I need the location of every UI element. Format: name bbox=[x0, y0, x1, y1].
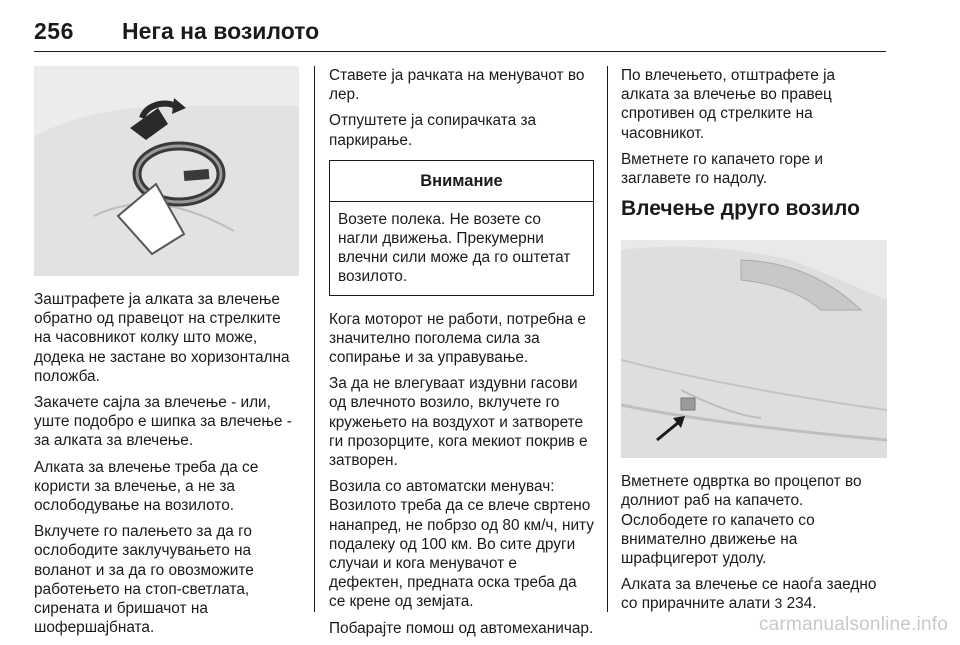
page-header bbox=[34, 10, 886, 52]
reference-arrow-icon: 3 bbox=[774, 595, 783, 612]
paragraph: Ставете ја рачката на менувачот во лер. bbox=[329, 67, 585, 104]
paragraph: За да не влегуваат издувни гасови од влечното возило, вклучете го кружењето на воздухот и затворете ги прозорците, кога мекиот покрив е затворен. bbox=[329, 375, 588, 470]
chapter-title: Нега на возилото bbox=[122, 18, 320, 44]
column-1 bbox=[34, 66, 299, 644]
paragraph: Алката за влечење треба да се користи за влечење, а не за ослободување на возилото. bbox=[34, 458, 259, 515]
warning-box bbox=[329, 160, 594, 296]
warning-title: Внимание bbox=[330, 161, 593, 202]
paragraph: По влечењето, отштрафете ја алката за влечење во правец спротивен од стрелките на часовникот. bbox=[621, 67, 836, 142]
column-divider bbox=[314, 66, 315, 612]
paragraph-text: Алката за влечење се наоѓа заедно со прирачните алати bbox=[621, 576, 877, 613]
column-divider bbox=[607, 66, 608, 612]
watermark: carmanualsonline.info bbox=[758, 614, 948, 635]
paragraph: Вметнете одвртка во процепот во долниот раб на капачето. Ослободете го капачето со внимателно движење на шрафцигерот удолу. bbox=[621, 473, 862, 568]
paragraph: Вклучете го палењето за да го ослободите заклучувањето на воланот и за да го овозможите работењето на стоп-светлата, сирената и бришачот на шофершајбната. bbox=[34, 523, 254, 637]
section-heading: Влечење друго возило bbox=[621, 197, 860, 221]
warning-text: Возете полека. Не возете со нагли движења. Прекумерни влечни сили може да го оштетат возилото. bbox=[338, 210, 571, 286]
page-number: 256 bbox=[34, 18, 74, 44]
paragraph: Кога моторот не работи, потребна е значително поголема сила за сопирање и за управување. bbox=[329, 310, 586, 367]
paragraph: Возила со автоматски менувач: Возилото треба да се влече свртено нанапред, не побрзо од 80 км/ч, ниту подалеку од 100 км. Во сите други случаи и кога менувачот е дефектен, предната оска треба да се крене од земјата. bbox=[329, 478, 594, 611]
column-2 bbox=[329, 66, 594, 645]
paragraph: Отпуштете ја сопирачката за паркирање. bbox=[329, 112, 537, 149]
tow-eye-illustration bbox=[34, 66, 299, 276]
paragraph: Вметнете го капачето горе и заглавете го надолу. bbox=[621, 150, 823, 188]
paragraph: Побарајте помош од автомеханичар. bbox=[329, 619, 594, 637]
paragraph-with-reference bbox=[621, 575, 887, 613]
page-reference-link[interactable]: 234. bbox=[786, 595, 817, 613]
paragraph: Закачете сајла за влечење - или, уште подобро е шипка за влечење - за алката за влечење. bbox=[34, 394, 292, 450]
paragraph: Заштрафете ја алката за влечење обратно од правецот на стрелките на часовникот колку што може, додека не застане во хоризонтална положба. bbox=[34, 291, 290, 385]
rear-bumper-tow-cover-illustration bbox=[621, 240, 887, 458]
column-3 bbox=[621, 66, 887, 621]
